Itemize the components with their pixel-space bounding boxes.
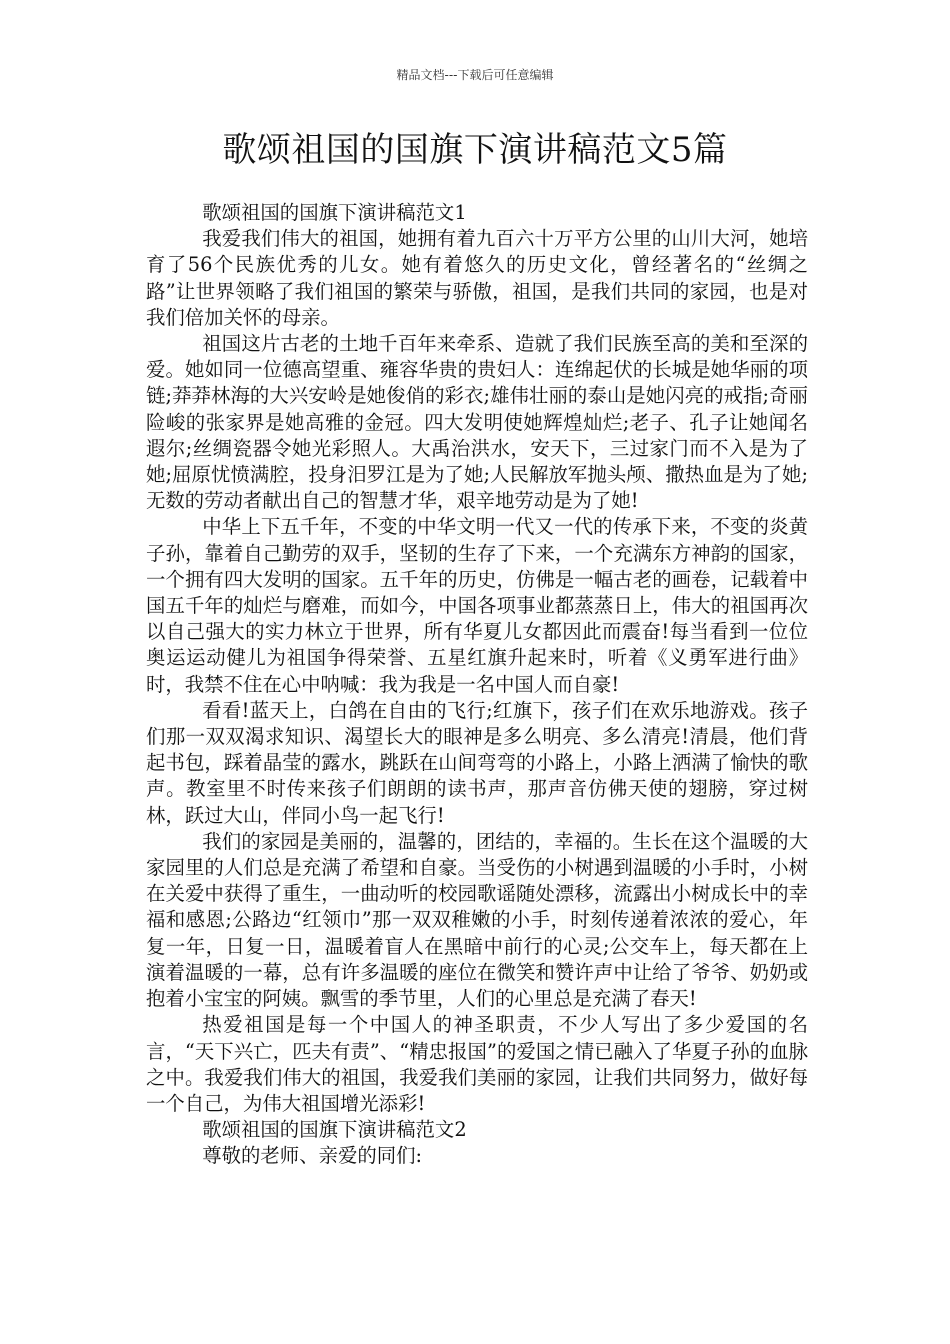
header-note: 精品文档---下载后可任意编辑 [396, 68, 554, 82]
paragraph: 热爱祖国是每一个中国人的神圣职责，不少人写出了多少爱国的名言，“天下兴亡，匹夫有责”、“精忠报国”的爱国之情已融入了华夏子孙的血脉之中。我爱我们伟大的祖国，我爱我们美丽的家园，让我们共同努力，做好每一个自己，为伟大祖国增光添彩! [146, 1013, 808, 1115]
salutation: 尊敬的老师、亲爱的同们: [202, 1144, 423, 1168]
paragraph: 我们的家园是美丽的，温馨的，团结的，幸福的。生长在这个温暖的大家园里的人们总是充满了希望和自豪。当受伤的小树遇到温暖的小手时，小树在关爱中获得了重生，一曲动听的校园歌谣随处漂移，流露出小树成长中的幸福和感恩;公路边“红领巾”那一双双稚嫩的小手，时刻传递着浓浓的爱心，年复一年，日复一日，温暖着盲人在黑暗中前行的心灵;公交车上，每天都在上演着温暖的一幕，总有许多温暖的座位在微笑和赞许声中让给了爷爷、奶奶或抱着小宝宝的阿姨。飘雪的季节里，人们的心里总是充满了春天! [146, 829, 808, 1011]
paragraph: 中华上下五千年，不变的中华文明一代又一代的传承下来，不变的炎黄子孙，靠着自己勤劳的双手，坚韧的生存了下来，一个充满东方神韵的国家，一个拥有四大发明的国家。五千年的历史，仿佛是一幅古老的画卷，记载着中国五千年的灿烂与磨难，而如今，中国各项事业都蒸蒸日上，伟大的祖国再次以自己强大的实力林立于世界，所有华夏儿女都因此而震奋!每当看到一位位奥运运动健儿为祖国争得荣誉、五星红旗升起来时，听着《义勇军进行曲》时，我禁不住在心中呐喊：我为我是一名中国人而自豪! [146, 515, 808, 696]
paragraph: 看看!蓝天上，白鸽在自由的飞行;红旗下，孩子们在欢乐地游戏。孩子们那一双双渴求知识、渴望长大的眼神是多么明亮、多么清亮!清晨，他们背起书包，踩着晶莹的露水，跳跃在山间弯弯的小路上，小路上洒满了愉快的歌声。教室里不时传来孩子们朗朗的读书声，那声音仿佛天使的翅膀，穿过树林，跃过大山，伴同小鸟一起飞行! [146, 698, 808, 827]
paragraph: 我爱我们伟大的祖国，她拥有着九百六十万平方公里的山川大河，她培育了56个民族优秀的儿女。她有着悠久的历史文化，曾经著名的“丝绸之路”让世界领略了我们祖国的繁荣与骄傲，祖国，是我们共同的家园，也是对我们倍加关怀的母亲。 [146, 227, 808, 329]
section-heading-1: 歌颂祖国的国旗下演讲稿范文1 [202, 201, 467, 224]
document-title: 歌颂祖国的国旗下演讲稿范文5篇 [222, 130, 728, 170]
paragraph: 祖国这片古老的土地千百年来牵系、造就了我们民族至高的美和至深的爱。她如同一位德高望重、雍容华贵的贵妇人：连绵起伏的长城是她华丽的项链;莽莽林海的大兴安岭是她俊俏的彩衣;雄伟壮丽的泰山是她闪亮的戒指;奇丽险峻的张家界是她高雅的金冠。四大发明使她辉煌灿烂;老子、孔子让她闻名遐尔;丝绸瓷器令她光彩照人。大禹治洪水，安天下，三过家门而不入是为了她;屈原忧愤满腔，投身汨罗江是为了她;人民解放军抛头颅、撒热血是为了她;无数的劳动者献出自己的智慧才华，艰辛地劳动是为了她! [146, 332, 808, 513]
document-body [146, 200, 808, 1170]
section-heading-2: 歌颂祖国的国旗下演讲稿范文2 [202, 1118, 467, 1142]
